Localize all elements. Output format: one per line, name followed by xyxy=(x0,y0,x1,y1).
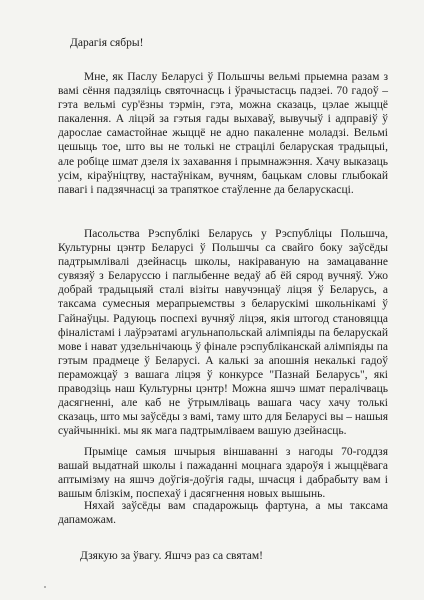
letter-paragraph-1: Мне, як Паслу Беларусі ў Польшчы вельмі прыемна разам з вамі сёння падзяліць святочнасць і ўрачыстасць падзеі. 70 гадоў – гэта вельмі сур'ёзны тэрмін, гэта, можна сказаць, цэлае жыццё пакалення. А ліцэй за гэтыя гады выхаваў, вывучыў і адправіў ў дарослае самастойнае жыццё не адно пакаленне моладзі. Вельмі цешыць тое, што вы не толькі не страцілі беларуская традыцыі, але робіце шмат дзеля іх захавання і прымнажэння. Хачу выказаць усім, кіраўніцтву, настаўнікам, вучням, бацькам словы глыбокай павагі і падзячнасці за трапяткое стаўленне да беларускасці. xyxy=(58,71,388,196)
letter-paragraph-4: Няхай заўсёды вам спадарожыць фартуна, а мы таксама дапаможам. xyxy=(58,500,388,527)
letter-paragraph-2: Пасольства Рэспублікі Беларусь у Рэспубліцы Польшча, Культурны цэнтр Беларусі ў Польшчы са свайго боку заўсёды падтрымлівалі дзейнасць школы, накіраваную на замацаванне сувязяў з Беларуссю і паглыбенне ведаў аб ёй сярод вучняў. Ужо добрай традыцыяй сталі візіты навучэнцаў ліцэя ў Беларусь, а таксама сумесныя мерапрыемствы з беларускімі школьнікамі ў Гайнаўцы. Радуюць поспехі вучняў ліцэя, якія штогод становяцца фіналістамі і лаўрэатамі агульнапольскай алімпіяды па беларускай мове і нават удзельнічаюць ў фінале рэспубліканскай алімпіяды па гэтым прадмеце ў Беларусі. А калькі за апошнія некалькі гадоў пераможцаў з вашага ліцэя ў конкурсе "Пазнай Беларусь", які праводзіць наш Культурны цэнтр! Можна яшчэ шмат пералічваць дасягненні, але каб не ўтрымліваць вашага часу хачу толькі сказаць, што мы заўсёды з вамі, таму што для Беларусі вы – нашыя суайчыннікі. мы як мага падтрымліваем вашую дзейнасць. xyxy=(58,228,388,438)
scan-speck xyxy=(44,586,46,588)
letter-greeting: Дарагія сябры! xyxy=(70,37,144,49)
letter-paragraph-3: Прыміце самыя шчырыя віншаванні з нагоды 70-годдзя вашай выдатнай школы і пажаданні моцнага здароўя і жыццёвага аптымізму на яшчэ доўгія-доўгія гады, шчасця і дабрабыту вам і вашым блізкім, поспехаў і дасягнення новых вышынь. xyxy=(58,446,388,501)
letter-closing: Дзякую за ўвагу. Яшчэ раз са святам! xyxy=(80,550,263,562)
